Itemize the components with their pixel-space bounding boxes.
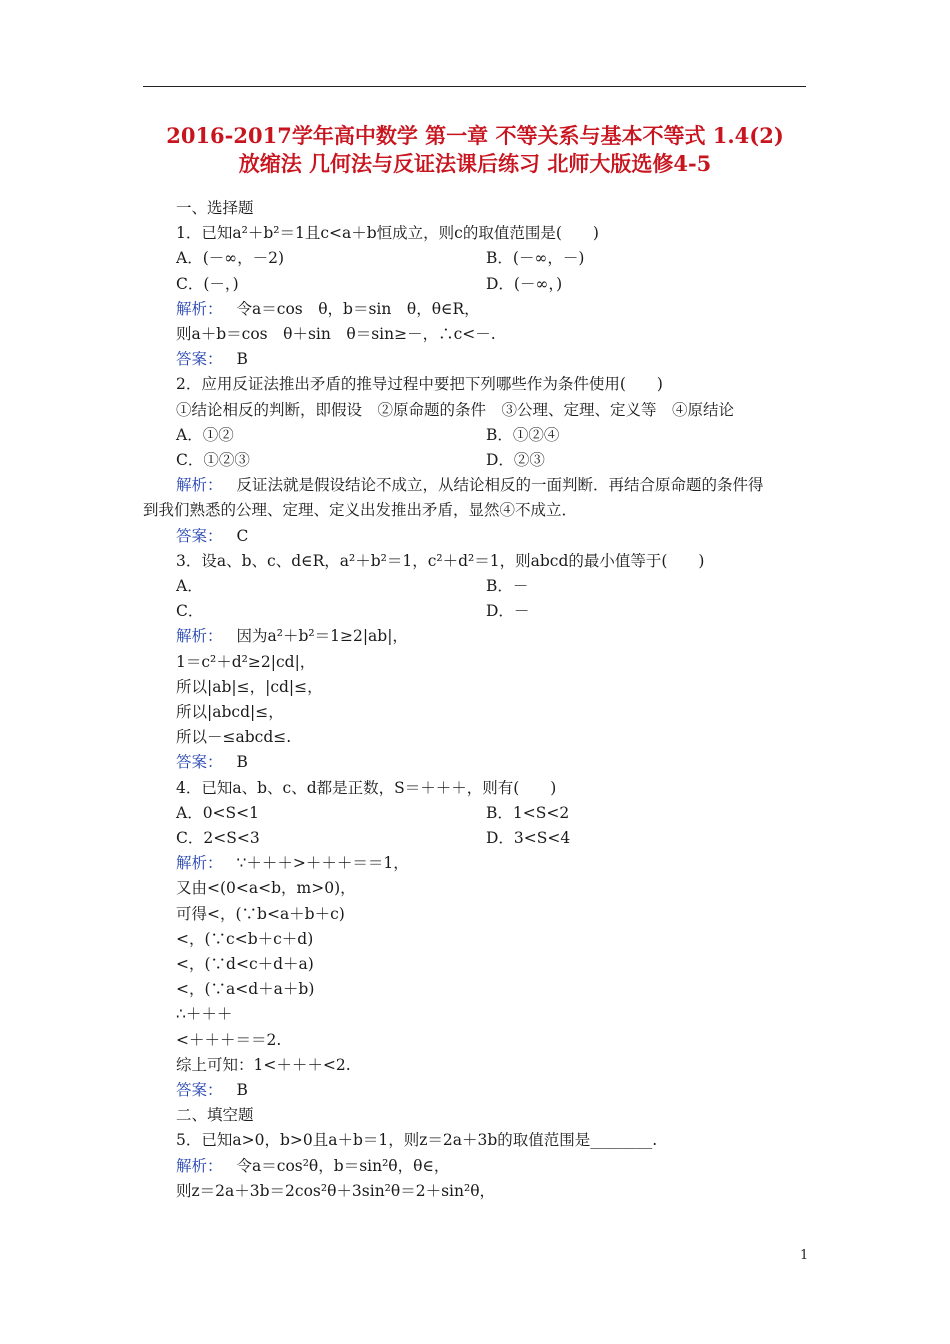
line-label: 答案： [176, 527, 223, 545]
text-line [176, 702, 284, 722]
solution-line [176, 299, 480, 319]
line-text: 可得<，(∵b<a＋b＋c) [176, 905, 345, 923]
option-left: C．2<S<3 [176, 829, 260, 847]
line-text: 到我们熟悉的公理、定理、定义出发推出矛盾，显然④不成立． [143, 501, 578, 519]
solution-line [176, 1156, 449, 1176]
line-label: 答案： [176, 1081, 223, 1099]
line-text: 二、填空题 [176, 1106, 254, 1124]
text-line [176, 929, 313, 949]
line-text: B [236, 1081, 248, 1099]
line-text: <，(∵d<c＋d＋a) [176, 955, 314, 973]
option-left: C．①②③ [176, 451, 250, 469]
option-right: B．(－∞，－) [486, 249, 585, 267]
option-left: A．(－∞，－2) [176, 249, 285, 267]
solution-line [176, 626, 408, 646]
line-text: ①结论相反的判断，即假设 ②原命题的条件 ③公理、定理、定义等 ④原结论 [176, 401, 735, 419]
text-line [176, 198, 254, 218]
line-text: 综上可知：1<＋＋＋<2. [176, 1056, 351, 1074]
line-text: <，(∵c<b＋c＋d) [176, 930, 314, 948]
line-text: 因为a²＋b²＝1≥2|ab|， [236, 627, 408, 645]
line-text: 2．应用反证法推出矛盾的推导过程中要把下列哪些作为条件使用( ) [176, 375, 663, 393]
option-left: C．(－，) [176, 275, 239, 293]
answer-line [176, 1080, 248, 1100]
text-line [176, 400, 734, 420]
line-text: 1＝c²＋d²≥2|cd|， [176, 653, 316, 671]
line-text: 反证法就是假设结论不成立，从结论相反的一面判断．再结合原命题的条件得 [236, 476, 764, 494]
line-text: B [236, 753, 248, 771]
line-text: B [236, 350, 248, 368]
line-text: 一、选择题 [176, 199, 254, 217]
text-line [176, 677, 323, 697]
line-text: 则z＝2a＋3b＝2cos²θ＋3sin²θ＝2＋sin²θ， [176, 1182, 496, 1200]
text-line [176, 551, 704, 571]
option-right: D．－ [486, 602, 530, 620]
option-left: C． [176, 602, 204, 620]
solution-line [176, 853, 409, 873]
line-text: 4．已知a、b、c、d都是正数，S＝＋＋＋，则有( ) [176, 779, 557, 797]
text-line [176, 878, 356, 898]
text-line [176, 954, 314, 974]
option-right: B．－ [486, 577, 529, 595]
document-title-line-2: 放缩法 几何法与反证法课后练习 北师大版选修4-5 [238, 151, 712, 176]
text-line [176, 1105, 254, 1125]
line-text: <，(∵a<d＋a＋b) [176, 980, 315, 998]
option-right: D．(－∞，) [486, 275, 563, 293]
page-number: 1 [800, 1248, 809, 1263]
line-text: C [236, 527, 249, 545]
line-text: 所以－≤abcd≤. [176, 728, 292, 746]
line-label: 解析： [176, 476, 223, 494]
text-line [143, 500, 577, 520]
text-line [176, 1181, 495, 1201]
text-line [176, 1030, 281, 1050]
option-left: A． [176, 577, 203, 595]
text-line [176, 652, 315, 672]
line-text: 令a＝cos²θ，b＝sin²θ，θ∈， [236, 1157, 450, 1175]
text-line [176, 1130, 657, 1150]
document-title-line-1: 2016-2017学年高中数学 第一章 不等关系与基本不等式 1.4(2) [166, 123, 784, 148]
text-line [176, 1055, 351, 1075]
solution-line [176, 475, 764, 495]
text-line [176, 727, 291, 747]
text-line [176, 979, 314, 999]
line-text: 3．设a、b、c、d∈R，a²＋b²＝1，c²＋d²＝1，则abcd的最小值等于( ) [176, 552, 705, 570]
answer-line [176, 349, 248, 369]
line-text: ∴＋＋＋ [176, 1005, 233, 1023]
header-rule [143, 86, 806, 87]
answer-line [176, 752, 248, 772]
line-text: 1．已知a²＋b²＝1且c<a＋b恒成立，则c的取值范围是( ) [176, 224, 599, 242]
line-label: 解析： [176, 627, 223, 645]
line-label: 答案： [176, 753, 223, 771]
line-text: 则a＋b＝cos θ＋sin θ＝sin≥－，∴c<－. [176, 325, 496, 343]
text-line [176, 324, 496, 344]
line-label: 解析： [176, 854, 223, 872]
line-text: 又由<(0<a<b，m>0)， [176, 879, 356, 897]
line-text: 所以|ab|≤，|cd|≤， [176, 678, 323, 696]
option-right: D．②③ [486, 451, 545, 469]
line-label: 答案： [176, 350, 223, 368]
line-label: 解析： [176, 300, 223, 318]
text-line [176, 374, 663, 394]
option-right: B．1<S<2 [486, 804, 570, 822]
text-line [176, 904, 345, 924]
line-text: ∵＋＋＋>＋＋＋＝＝1， [236, 854, 409, 872]
line-text: 令a＝cos θ，b＝sin θ，θ∈R， [236, 300, 480, 318]
line-text: 所以|abcd|≤， [176, 703, 284, 721]
text-line [176, 223, 599, 243]
answer-line [176, 526, 248, 546]
line-text: 5．已知a>0，b>0且a＋b＝1，则z＝2a＋3b的取值范围是________. [176, 1131, 658, 1149]
line-label: 解析： [176, 1157, 223, 1175]
text-line [176, 778, 556, 798]
line-text: <＋＋＋＝＝2. [176, 1031, 282, 1049]
option-right: D．3<S<4 [486, 829, 571, 847]
option-left: A．①② [176, 426, 234, 444]
option-left: A．0<S<1 [176, 804, 260, 822]
option-right: B．①②④ [486, 426, 560, 444]
text-line [176, 1004, 232, 1024]
